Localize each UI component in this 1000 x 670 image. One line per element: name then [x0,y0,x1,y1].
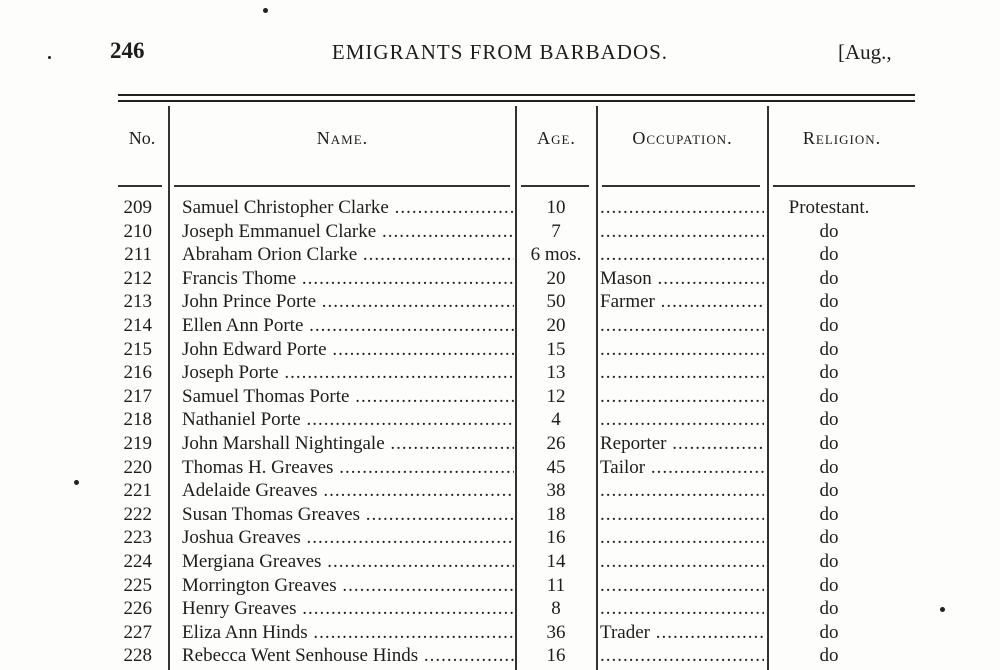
row-name: John Prince Porte ..... [182,290,514,313]
table-row [0,361,1000,385]
table-row [0,385,1000,409]
page-number: 246 [110,38,145,63]
table-row [0,550,1000,574]
row-religion: do [819,385,839,407]
row-religion: do [819,267,839,289]
row-religion: do [819,362,839,384]
table-row [0,456,1000,480]
row-number: 217 [123,385,152,407]
column-header-name: Name. [316,128,369,148]
row-religion: do [819,645,839,667]
table-row [0,290,1000,314]
table-row [0,432,1000,456]
table-row [0,526,1000,550]
table-row [0,479,1000,503]
row-religion: do [819,621,839,643]
row-name: Joseph Emmanuel Clarke ..... [182,220,514,243]
row-age: 6 mos. [530,244,582,266]
row-religion: do [819,456,839,478]
row-age: 13 [546,362,566,384]
row-age: 50 [546,291,566,313]
header-underline [773,185,915,187]
table-row [0,243,1000,267]
row-number: 228 [123,645,152,667]
header-underline [602,185,760,187]
row-occupation [600,314,764,337]
row-number: 210 [123,220,152,242]
table-row [0,267,1000,291]
row-age: 11 [546,574,566,596]
row-occupation [600,196,764,219]
row-name: Samuel Thomas Porte ..... [182,385,514,408]
row-number: 216 [123,362,152,384]
row-occupation [600,479,764,502]
row-name: Susan Thomas Greaves ..... [182,503,514,526]
row-age: 20 [546,315,566,336]
row-number: 227 [123,621,152,643]
row-occupation [600,526,764,549]
row-occupation: Reporter ..... [600,432,764,455]
row-number: 209 [123,197,152,218]
row-name: Morrington Greaves ..... [182,574,514,597]
table-row [0,597,1000,621]
row-number: 224 [123,551,152,572]
row-age: 15 [546,338,566,360]
row-age: 20 [546,267,566,289]
row-number: 221 [123,480,152,502]
row-number: 213 [123,291,152,313]
row-age: 38 [546,480,566,502]
top-rule [118,94,915,96]
row-occupation [600,243,764,266]
page-title: EMIGRANTS FROM BARBADOS. [331,40,669,64]
row-occupation: Mason ..... [600,267,764,290]
table-row [0,574,1000,598]
row-occupation [600,408,764,431]
row-name: Mergiana Greaves ..... [182,550,514,573]
column-header-occupation: Occupation. [632,128,733,148]
row-religion: do [819,527,839,549]
row-religion: do [819,291,839,313]
row-religion: Protestant. [788,197,870,218]
table-row [0,338,1000,362]
row-number: 212 [123,267,152,289]
row-name: Joseph Porte ..... [182,361,514,384]
row-occupation [600,220,764,243]
print-speck [48,56,51,59]
row-religion: do [819,338,839,360]
row-name: Samuel Christopher Clarke ..... [182,196,514,219]
row-number: 218 [123,409,152,431]
row-name: Rebecca Went Senhouse Hinds ..... [182,644,514,667]
row-occupation [600,550,764,573]
row-age: 45 [546,456,566,478]
row-name: Nathaniel Porte ..... [182,408,514,431]
row-occupation [600,644,764,667]
row-age: 12 [546,385,566,407]
table-row [0,196,1000,220]
row-occupation: Trader ..... [600,621,764,644]
row-name: Thomas H. Greaves ..... [182,456,514,479]
row-religion: do [819,315,839,336]
row-religion: do [819,433,839,454]
row-age: 18 [546,503,566,525]
row-religion: do [819,574,839,596]
row-age: 26 [546,433,566,454]
header-underline [521,185,589,187]
row-occupation [600,574,764,597]
row-age: 16 [546,527,566,549]
page-month: [Aug., [838,40,892,64]
print-speck [263,8,268,13]
row-occupation [600,361,764,384]
row-number: 226 [123,598,152,620]
row-name: John Edward Porte ..... [182,338,514,361]
row-name: Eliza Ann Hinds ..... [182,621,514,644]
table-row [0,314,1000,338]
row-occupation: Farmer ..... [600,290,764,313]
row-religion: do [819,551,839,572]
row-occupation [600,503,764,526]
row-age: 4 [551,409,561,431]
row-age: 14 [546,551,566,572]
row-name: Abraham Orion Clarke ..... [182,243,514,266]
column-header-religion: Religion. [802,128,882,148]
row-name: Ellen Ann Porte ..... [182,314,514,337]
row-number: 223 [123,527,152,549]
row-occupation [600,385,764,408]
row-number: 211 [124,244,152,266]
row-number: 219 [123,433,152,454]
row-name: Joshua Greaves ..... [182,526,514,549]
row-religion: do [819,244,839,266]
header-underline [174,185,510,187]
row-name: Adelaide Greaves ..... [182,479,514,502]
row-religion: do [819,409,839,431]
row-number: 225 [123,574,152,596]
print-speck [74,480,79,485]
row-name: John Marshall Nightingale ..... [182,432,514,455]
top-rule-second [118,100,915,102]
table-row [0,408,1000,432]
row-age: 36 [546,621,566,643]
row-religion: do [819,480,839,502]
header-underline [118,185,162,187]
print-speck [940,607,945,612]
row-number: 215 [123,338,152,360]
row-occupation: Tailor ..... [600,456,764,479]
table-row [0,220,1000,244]
row-age: 10 [546,197,566,218]
row-religion: do [819,220,839,242]
row-religion: do [819,598,839,620]
row-age: 8 [551,598,561,620]
row-religion: do [819,503,839,525]
row-number: 214 [123,315,152,336]
row-occupation [600,338,764,361]
row-number: 220 [123,456,152,478]
row-age: 7 [551,220,561,242]
row-name: Francis Thome ..... [182,267,514,290]
table-row [0,621,1000,645]
row-number: 222 [123,503,152,525]
table-row [0,503,1000,527]
row-name: Henry Greaves ..... [182,597,514,620]
row-occupation [600,597,764,620]
row-age: 16 [546,645,566,667]
column-header-no: No. [128,128,156,148]
table-row [0,644,1000,668]
column-header-age: Age. [537,128,576,148]
